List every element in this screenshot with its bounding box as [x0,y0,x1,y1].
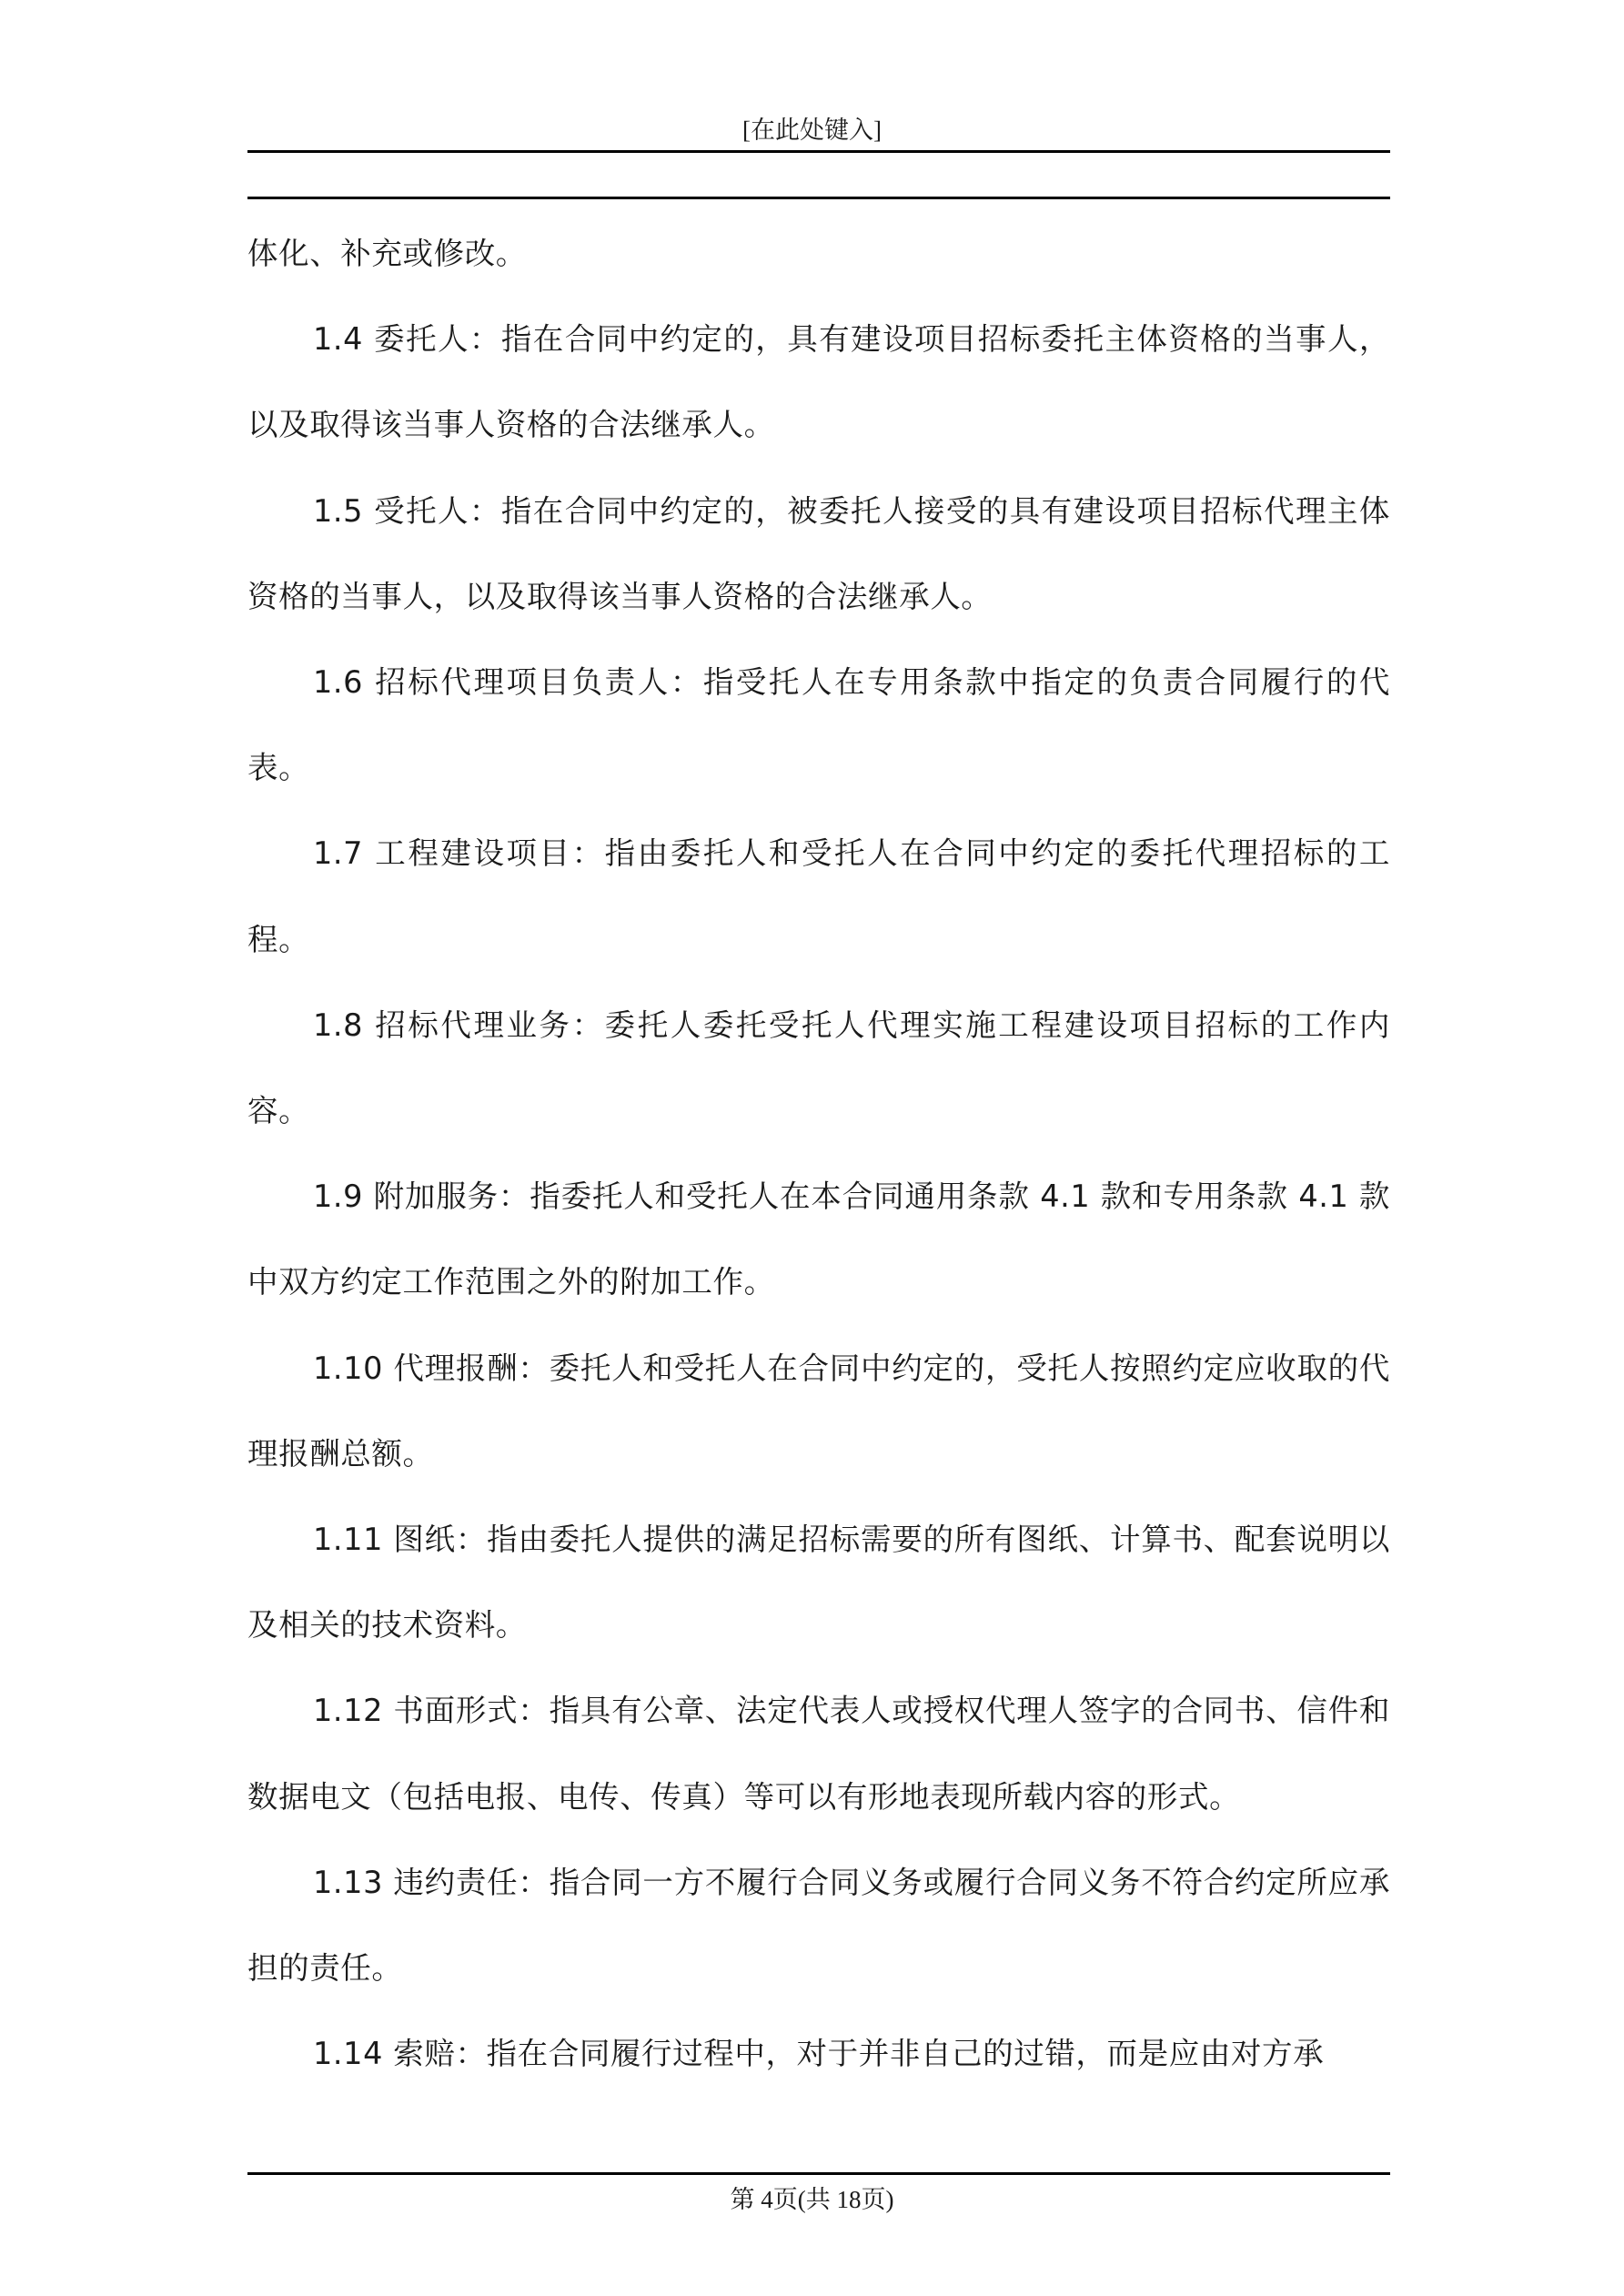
page-header: [在此处键入] [742,116,882,144]
clause-1-11: 1.11 图纸：指由委托人提供的满足招标需要的所有图纸、计算书、配套说明以及相关的技术资料。 [247,1522,1390,1644]
clause-1-4: 1.4 委托人：指在合同中约定的，具有建设项目招标委托主体资格的当事人，以及取得该当事人资格的合法继承人。 [247,321,1390,443]
document-body [247,211,1390,2097]
clause-1-14: 1.14 索赔：指在合同履行过程中，对于并非自己的过错，而是应由对方承 [313,2036,1325,2072]
header-rule-lower [247,197,1390,199]
clause-1-6: 1.6 招标代理项目负责人：指受托人在专用条款中指定的负责合同履行的代表。 [247,664,1390,786]
page-footer: 第 4页(共 18页) [730,2186,894,2213]
clause-1-12: 1.12 书面形式：指具有公章、法定代表人或授权代理人签字的合同书、信件和数据电文（包括电报、电传、传真）等可以有形地表现所载内容的形式。 [247,1693,1390,1815]
paragraph-continuation: 体化、补充或修改。 [247,236,527,271]
clause-1-10: 1.10 代理报酬：委托人和受托人在合同中约定的，受托人按照约定应收取的代理报酬总额。 [247,1350,1390,1472]
clause-1-8: 1.8 招标代理业务：委托人委托受托人代理实施工程建设项目招标的工作内容。 [247,1006,1390,1129]
clause-1-13: 1.13 违约责任：指合同一方不履行合同义务或履行合同义务不符合约定所应承担的责任。 [247,1864,1390,1987]
header-rule [247,150,1390,153]
clause-1-7: 1.7 工程建设项目：指由委托人和受托人在合同中约定的委托代理招标的工程。 [247,835,1390,957]
clause-1-5: 1.5 受托人：指在合同中约定的，被委托人接受的具有建设项目招标代理主体资格的当事人，以及取得该当事人资格的合法继承人。 [247,492,1390,614]
footer-rule [247,2172,1390,2175]
clause-1-9: 1.9 附加服务：指委托人和受托人在本合同通用条款 4.1 款和专用条款 4.1 款中双方约定工作范围之外的附加工作。 [247,1178,1390,1300]
